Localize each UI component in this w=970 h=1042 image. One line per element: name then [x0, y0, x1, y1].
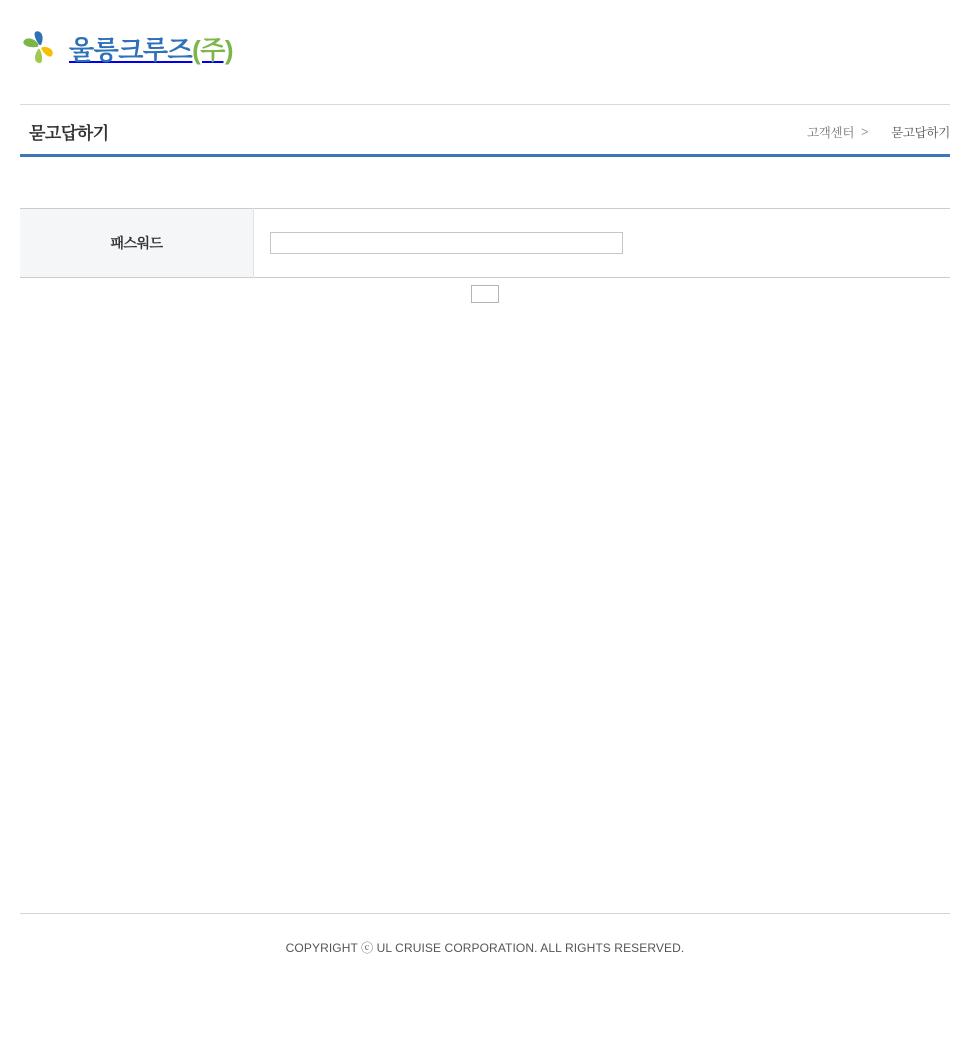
confirm-button[interactable]: [471, 285, 499, 303]
copyright-text: COPYRIGHT ⓒ UL CRUISE CORPORATION. ALL RIGHTS RESERVED.: [285, 941, 685, 955]
breadcrumb-current: 묻고답하기: [891, 126, 950, 140]
breadcrumb-parent[interactable]: 고객센터: [807, 126, 855, 140]
page-titlebar: [20, 104, 950, 157]
brand-name: [69, 30, 233, 67]
password-field-cell: [254, 209, 951, 278]
password-label: 패스워드: [20, 209, 254, 278]
site-header: [0, 0, 970, 104]
brand-name-primary: 울릉크루즈: [69, 34, 193, 65]
password-input[interactable]: [270, 232, 623, 254]
table-row: [20, 209, 950, 278]
brand-name-secondary: (주): [192, 34, 234, 65]
page-title: 묻고답하기: [29, 124, 109, 143]
breadcrumb-separator-icon: >: [861, 125, 869, 139]
password-table: [20, 208, 950, 278]
form-actions: [20, 278, 950, 303]
password-form-section: [20, 157, 950, 278]
pinwheel-logo-icon: [20, 28, 60, 68]
breadcrumb: [807, 123, 950, 141]
site-footer: [20, 913, 950, 956]
site-logo-link[interactable]: [20, 28, 233, 68]
